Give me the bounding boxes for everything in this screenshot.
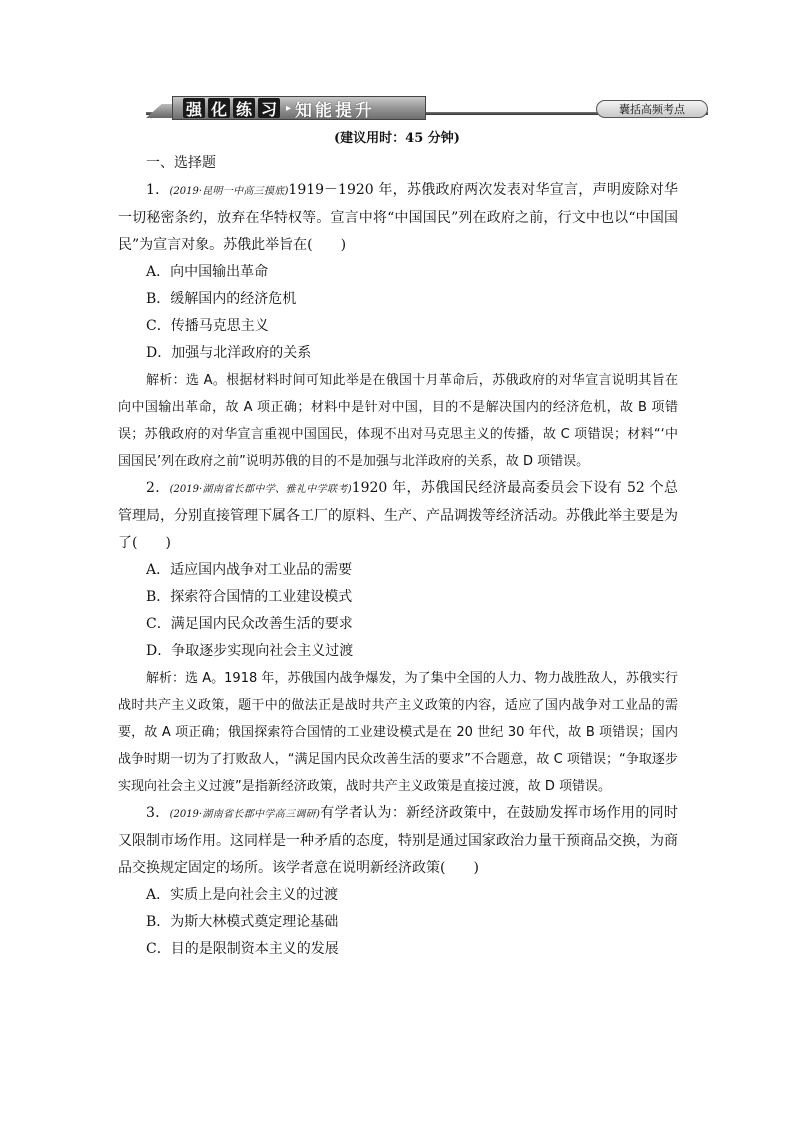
question-text: 1919－1920 年，苏俄政府两次发表对华宣言，声明废除对华一切秘密条约，放弃在华特权等。宣言中将“中国国民”列在政府之前，行文中也以“中国国民”为宣言对象。苏俄此举旨在( ) xyxy=(118,182,678,253)
option-item: A．适应国内战争对工业品的需要 xyxy=(146,562,353,578)
question-text: 1920 年，苏俄国民经济最高委员会下设有 52 个总管理局，分别直接管理下属各工厂的原料、生产、产品调拨等经济活动。苏俄此举主要是为了( ) xyxy=(118,480,678,551)
question-number: 2． xyxy=(146,480,170,496)
option-item: C．传播马克思主义 xyxy=(146,318,269,334)
title-char: 习 xyxy=(258,98,280,118)
question-source: (2019·昆明一中高三摸底) xyxy=(169,186,289,197)
option-item: D．加强与北洋政府的关系 xyxy=(146,345,312,361)
question-number: 3． xyxy=(146,805,170,821)
title-char: 化 xyxy=(208,98,230,118)
question-stem xyxy=(118,177,678,259)
section-heading: 一、选择题 xyxy=(146,155,216,171)
section-title-banner xyxy=(172,96,426,120)
title-char: 练 xyxy=(233,98,255,118)
question-text: 有学者认为：新经济政策中，在鼓励发挥市场作用的同时又限制市场作用。这同样是一种矛盾的态度，特别是通过国家政治力量干预商品交换，为商品交换规定固定的场所。该学者意在说明新经济政策( ) xyxy=(118,805,678,876)
document-body xyxy=(118,150,678,963)
question-source: (2019·湖南省长郡中学、雅礼中学联考) xyxy=(169,484,352,495)
option-item: A．向中国输出革命 xyxy=(146,264,269,280)
question-number: 1． xyxy=(146,182,170,198)
option-item: A．实质上是向社会主义的过渡 xyxy=(146,887,339,903)
question-stem xyxy=(118,800,678,882)
option-item: D．争取逐步实现向社会主义过渡 xyxy=(146,643,354,659)
option-item: B．缓解国内的经济危机 xyxy=(146,291,297,307)
suggested-time: (建议用时：45 分钟) xyxy=(334,131,460,146)
triangle-arrow-icon: ▸ xyxy=(286,102,292,114)
title-chars xyxy=(183,98,280,118)
answer-analysis: 解析：选 A。1918 年，苏俄国内战争爆发，为了集中全国的人力、物力战胜敌人，苏俄实行战时共产主义政策，题干中的做法正是战时共产主义政策的内容，适应了国内战争对工业品的需要，故 A 项正确；俄国探索符合国情的工业建设模式是在 20 世纪 30 年代，故 B 项错误；国内战争时期一切为了打败敌人，“满足国内民众改善生活的要求”不合题意，故 C 项错误；“争取逐步实现向社会主义过渡”是指新经济政策，战时共产主义政策是直接过渡，故 D 项错误。 xyxy=(118,671,678,794)
option-item: C．目的是限制资本主义的发展 xyxy=(146,941,339,957)
answer-analysis: 解析：选 A。根据材料时间可知此举是在俄国十月革命后，苏俄政府的对华宣言说明其旨在向中国输出革命，故 A 项正确；材料中是针对中国，目的不是解决国内的经济危机，故 B 项错误；苏俄政府的对华宣言重视中国国民，体现不出对马克思主义的传播，故 C 项错误；材料“‘中国国民’列在政府之前”说明苏俄的目的不是加强与北洋政府的关系，故 D 项错误。 xyxy=(118,373,678,469)
question-source: (2019·湖南省长郡中学高三调研) xyxy=(169,809,320,820)
question-stem xyxy=(118,475,678,557)
banner-subtitle: 知能提升 xyxy=(295,100,376,121)
title-char: 强 xyxy=(183,98,205,118)
option-item: B．探索符合国情的工业建设模式 xyxy=(146,589,353,605)
header-left-cap xyxy=(146,104,172,118)
section-header xyxy=(146,96,708,120)
option-item: C．满足国内民众改善生活的要求 xyxy=(146,616,353,632)
topic-tag: 囊括高频考点 xyxy=(596,100,708,118)
option-item: B．为斯大林模式奠定理论基础 xyxy=(146,914,339,930)
